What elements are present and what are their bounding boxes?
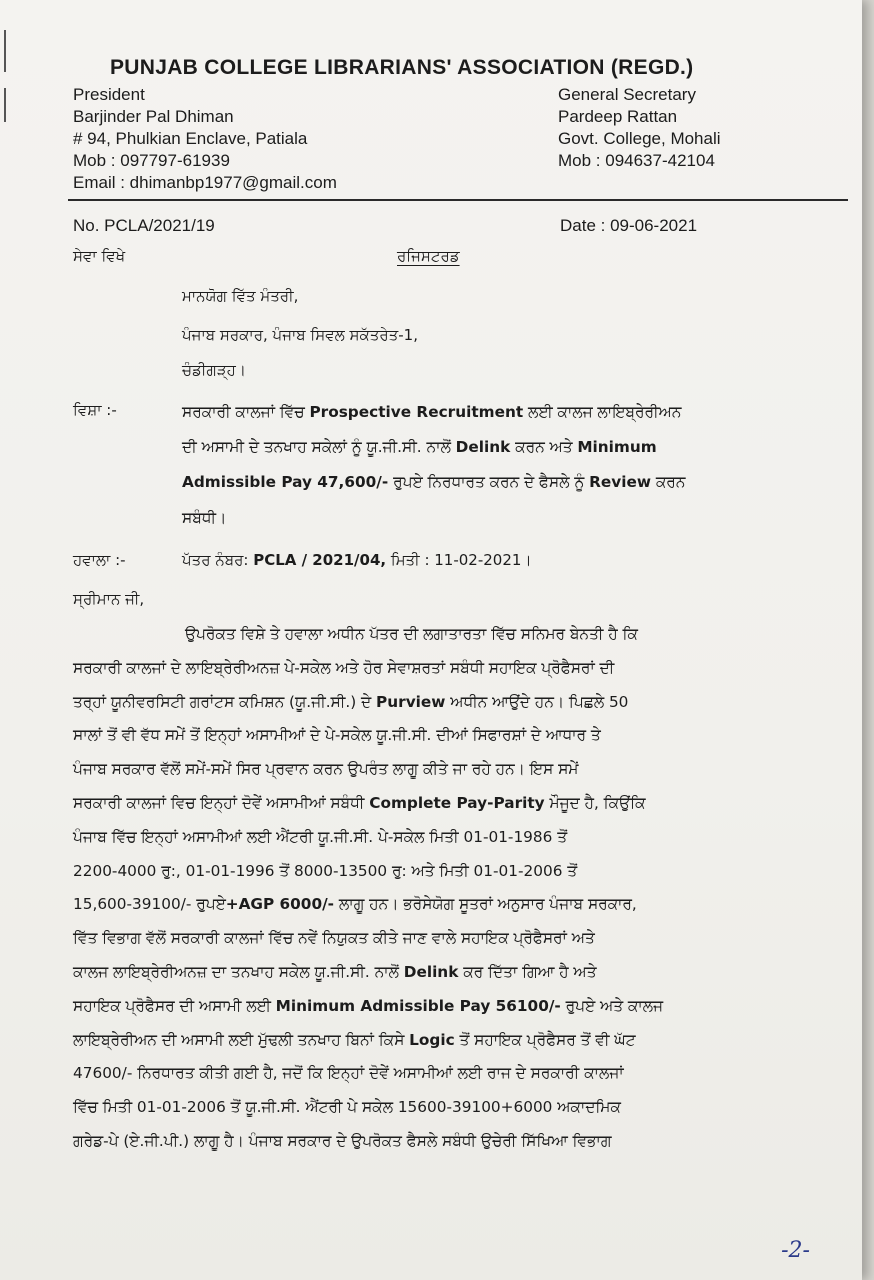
reference-number: No. PCLA/2021/19	[73, 216, 215, 235]
page-number: -2-	[781, 1238, 810, 1263]
edge-mark	[4, 30, 6, 72]
sewa-vikhe: ਸੇਵਾ ਵਿਖੇ	[73, 247, 126, 265]
body-line: ਸਰਕਾਰੀ ਕਾਲਜਾਂ ਵਿਚ ਇਨ੍ਹਾਂ ਦੋਵੇਂ ਅਸਾਮੀਆਂ ਸਬੰਧੀ Complete Pay-Parity ਮੌਜੂਦ ਹੈ, ਕਿਉਂਕਿ	[73, 793, 646, 812]
subject-line: ਸਬੰਧੀ।	[182, 509, 227, 527]
body-line: ਕਾਲਜ ਲਾਇਬ੍ਰੇਰੀਅਨਜ਼ ਦਾ ਤਨਖਾਹ ਸਕੇਲ ਯੂ.ਜੀ.ਸੀ. ਨਾਲੋਂ Delink ਕਰ ਦਿੱਤਾ ਗਿਆ ਹੈ ਅਤੇ	[73, 962, 597, 981]
body-line: ਵਿੱਚ ਮਿਤੀ 01-01-2006 ਤੋਂ ਯੂ.ਜੀ.ਸੀ. ਐਂਟਰੀ ਪੇ ਸਕੇਲ 15600-39100+6000 ਅਕਾਦਮਿਕ	[73, 1098, 621, 1117]
secretary-mobile: Mob : 094637-42104	[558, 151, 715, 170]
letterhead-title: PUNJAB COLLEGE LIBRARIANS' ASSOCIATION (REGD.)	[110, 56, 694, 79]
subject-line: ਦੀ ਅਸਾਮੀ ਦੇ ਤਨਖਾਹ ਸਕੇਲਾਂ ਨੂੰ ਯੂ.ਜੀ.ਸੀ. ਨਾਲੋਂ Delink ਕਰਨ ਅਤੇ Minimum	[182, 438, 657, 456]
president-name: Barjinder Pal Dhiman	[73, 107, 234, 126]
president-email: Email : dhimanbp1977@gmail.com	[73, 173, 337, 192]
addressee-line: ਪੰਜਾਬ ਸਰਕਾਰ, ਪੰਜਾਬ ਸਿਵਲ ਸਕੱਤਰੇਤ-1,	[182, 326, 418, 344]
body-line: 47600/- ਨਿਰਧਾਰਤ ਕੀਤੀ ਗਈ ਹੈ, ਜਦੋਂ ਕਿ ਇਨ੍ਹਾਂ ਦੋਵੇਂ ਅਸਾਮੀਆਂ ਲਈ ਰਾਜ ਦੇ ਸਰਕਾਰੀ ਕਾਲਜਾਂ	[73, 1064, 624, 1083]
salutation: ਸ੍ਰੀਮਾਨ ਜੀ,	[73, 590, 145, 608]
subject-line: Admissible Pay 47,600/- ਰੁਪਏ ਨਿਰਧਾਰਤ ਕਰਨ ਦੇ ਫੈਸਲੇ ਨੂੰ Review ਕਰਨ	[182, 473, 686, 491]
body-line: ਪੰਜਾਬ ਸਰਕਾਰ ਵੱਲੋਂ ਸਮੇਂ-ਸਮੇਂ ਸਿਰ ਪ੍ਰਵਾਨ ਕਰਨ ਉਪਰੰਤ ਲਾਗੂ ਕੀਤੇ ਜਾ ਰਹੇ ਹਨ। ਇਸ ਸਮੇਂ	[73, 760, 579, 779]
body-line: ਲਾਇਬ੍ਰੇਰੀਅਨ ਦੀ ਅਸਾਮੀ ਲਈ ਮੁੱਢਲੀ ਤਨਖਾਹ ਬਿਨਾਂ ਕਿਸੇ Logic ਤੋਂ ਸਹਾਇਕ ਪ੍ਰੋਫੈਸਰ ਤੋਂ ਵੀ ਘੱਟ	[73, 1030, 636, 1049]
president-mobile: Mob : 097797-61939	[73, 151, 230, 170]
body-line: ਉਪਰੋਕਤ ਵਿਸ਼ੇ ਤੇ ਹਵਾਲਾ ਅਧੀਨ ਪੱਤਰ ਦੀ ਲਗਾਤਾਰਤਾ ਵਿੱਚ ਸਨਿਮਰ ਬੇਨਤੀ ਹੈ ਕਿ	[185, 625, 638, 643]
body-paragraph	[73, 618, 785, 1159]
body-line: ਸਰਕਾਰੀ ਕਾਲਜਾਂ ਦੇ ਲਾਇਬ੍ਰੇਰੀਅਨਜ਼ ਪੇ-ਸਕੇਲ ਅਤੇ ਹੋਰ ਸੇਵਾਸ਼ਰਤਾਂ ਸਬੰਧੀ ਸਹਾਇਕ ਪ੍ਰੋਫੈਸਰਾਂ ਦੀ	[73, 658, 615, 677]
body-line: ਸਹਾਇਕ ਪ੍ਰੋਫੈਸਰ ਦੀ ਅਸਾਮੀ ਲਈ Minimum Admissible Pay 56100/- ਰੁਪਏ ਅਤੇ ਕਾਲਜ	[73, 996, 663, 1015]
reference-label: ਹਵਾਲਾ :-	[73, 551, 126, 569]
body-line: ਤਰ੍ਹਾਂ ਯੂਨੀਵਰਸਿਟੀ ਗਰਾਂਟਸ ਕਮਿਸ਼ਨ (ਯੂ.ਜੀ.ਸੀ.) ਦੇ Purview ਅਧੀਨ ਆਉਂਦੇ ਹਨ। ਪਿਛਲੇ 50	[73, 692, 629, 711]
registered-label: ਰਜਿਸਟਰਡ	[397, 247, 460, 265]
addressee-line: ਮਾਨਯੋਗ ਵਿੱਤ ਮੰਤਰੀ,	[182, 287, 299, 305]
edge-mark	[4, 88, 6, 122]
body-line: 2200-4000 ਰੁ:, 01-01-1996 ਤੋਂ 8000-13500 ਰੁ: ਅਤੇ ਮਿਤੀ 01-01-2006 ਤੋਂ	[73, 861, 578, 880]
reference-letter: ਪੱਤਰ ਨੰਬਰ: PCLA / 2021/04, ਮਿਤੀ : 11-02-2021।	[182, 551, 532, 569]
body-line: ਪੰਜਾਬ ਵਿੱਚ ਇਨ੍ਹਾਂ ਅਸਾਮੀਆਂ ਲਈ ਐਂਟਰੀ ਯੂ.ਜੀ.ਸੀ. ਪੇ-ਸਕੇਲ ਮਿਤੀ 01-01-1986 ਤੋਂ	[73, 827, 568, 846]
body-line: ਵਿੱਤ ਵਿਭਾਗ ਵੱਲੋਂ ਸਰਕਾਰੀ ਕਾਲਜਾਂ ਵਿੱਚ ਨਵੇਂ ਨਿਯੁਕਤ ਕੀਤੇ ਜਾਣ ਵਾਲੇ ਸਹਾਇਕ ਪ੍ਰੋਫੈਸਰਾਂ ਅਤੇ	[73, 929, 595, 948]
subject-line: ਸਰਕਾਰੀ ਕਾਲਜਾਂ ਵਿੱਚ Prospective Recruitment ਲਈ ਕਾਲਜ ਲਾਇਬ੍ਰੇਰੀਅਨ	[182, 403, 682, 421]
body-line: 15,600-39100/- ਰੁਪਏ+AGP 6000/- ਲਾਗੂ ਹਨ। ਭਰੋਸੇਯੋਗ ਸੂਤਰਾਂ ਅਨੁਸਾਰ ਪੰਜਾਬ ਸਰਕਾਰ,	[73, 895, 637, 914]
body-line: ਸਾਲਾਂ ਤੋਂ ਵੀ ਵੱਧ ਸਮੇਂ ਤੋਂ ਇਨ੍ਹਾਂ ਅਸਾਮੀਆਂ ਦੇ ਪੇ-ਸਕੇਲ ਯੂ.ਜੀ.ਸੀ. ਦੀਆਂ ਸਿਫਾਰਸ਼ਾਂ ਦੇ ਆਧਾਰ ਤੇ	[73, 726, 601, 745]
secretary-name: Pardeep Rattan	[558, 107, 678, 126]
president-address: # 94, Phulkian Enclave, Patiala	[73, 129, 308, 148]
addressee-line: ਚੰਡੀਗੜ੍ਹ।	[182, 361, 246, 379]
letter-date: Date : 09-06-2021	[560, 216, 698, 235]
secretary-title: General Secretary	[558, 85, 696, 104]
header-divider	[68, 199, 848, 201]
president-title: President	[73, 85, 145, 104]
secretary-address: Govt. College, Mohali	[558, 129, 721, 148]
body-line: ਗਰੇਡ-ਪੇ (ਏ.ਜੀ.ਪੀ.) ਲਾਗੂ ਹੈ। ਪੰਜਾਬ ਸਰਕਾਰ ਦੇ ਉਪਰੋਕਤ ਫੈਸਲੇ ਸਬੰਧੀ ਉਚੇਰੀ ਸਿੱਖਿਆ ਵਿਭਾਗ	[73, 1131, 612, 1150]
subject-label: ਵਿਸ਼ਾ :-	[73, 401, 117, 419]
